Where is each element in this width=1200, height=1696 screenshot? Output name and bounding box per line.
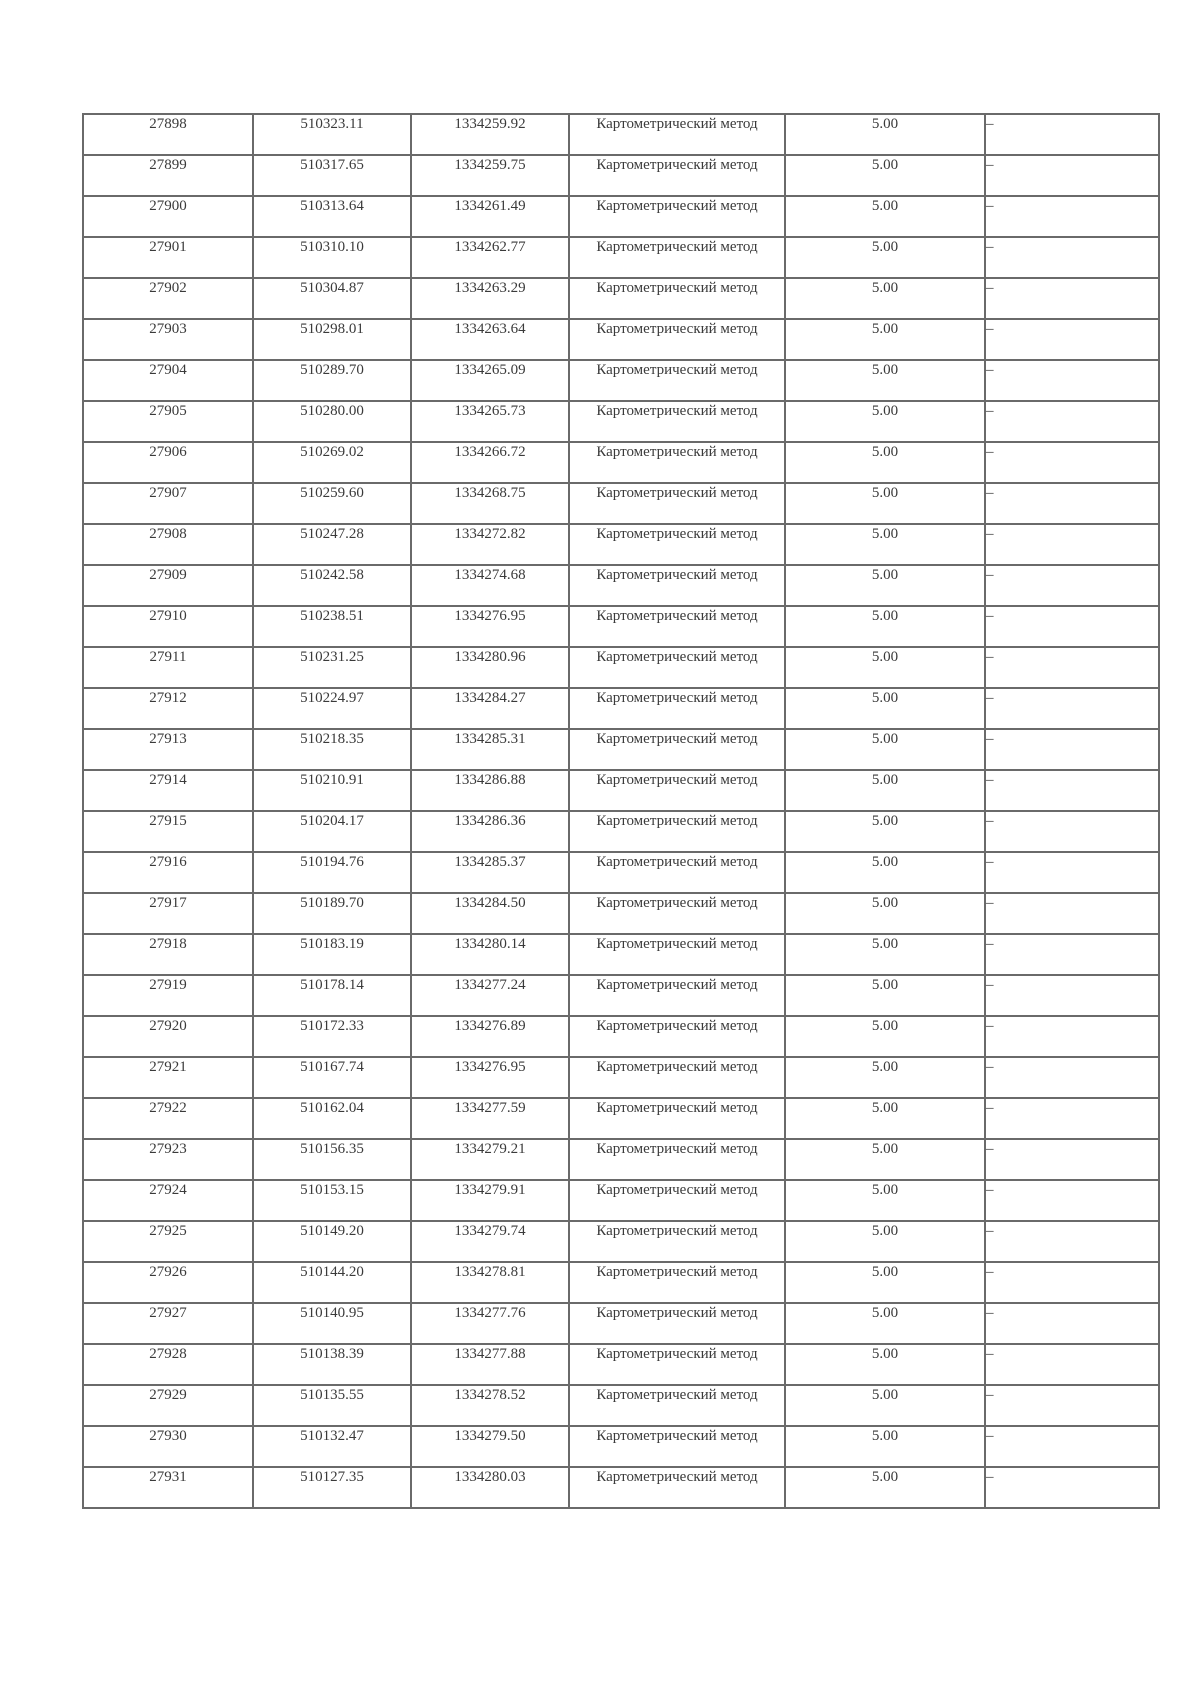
accuracy-cell: 5.00 [785,1057,985,1098]
y-coordinate-cell: 1334279.21 [411,1139,569,1180]
y-coordinate-cell: 1334280.14 [411,934,569,975]
table-row [83,975,1159,1016]
method-cell: Картометрический метод [569,360,785,401]
method-cell: Картометрический метод [569,1016,785,1057]
method-cell: Картометрический метод [569,319,785,360]
note-cell: – [985,1221,1159,1262]
method-cell: Картометрический метод [569,401,785,442]
note-cell: – [985,934,1159,975]
note-cell: – [985,893,1159,934]
point-number-cell: 27925 [83,1221,253,1262]
method-cell: Картометрический метод [569,278,785,319]
method-cell: Картометрический метод [569,1180,785,1221]
x-coordinate-cell: 510210.91 [253,770,411,811]
table-row [83,196,1159,237]
x-coordinate-cell: 510310.10 [253,237,411,278]
coordinates-table [82,113,1160,1509]
x-coordinate-cell: 510140.95 [253,1303,411,1344]
table-row [83,770,1159,811]
point-number-cell: 27928 [83,1344,253,1385]
note-cell: – [985,1016,1159,1057]
x-coordinate-cell: 510183.19 [253,934,411,975]
point-number-cell: 27931 [83,1467,253,1508]
x-coordinate-cell: 510317.65 [253,155,411,196]
note-cell: – [985,1385,1159,1426]
accuracy-cell: 5.00 [785,524,985,565]
accuracy-cell: 5.00 [785,934,985,975]
note-cell: – [985,319,1159,360]
accuracy-cell: 5.00 [785,1098,985,1139]
x-coordinate-cell: 510289.70 [253,360,411,401]
accuracy-cell: 5.00 [785,688,985,729]
table-row [83,1180,1159,1221]
x-coordinate-cell: 510298.01 [253,319,411,360]
x-coordinate-cell: 510313.64 [253,196,411,237]
note-cell: – [985,1180,1159,1221]
table-row [83,893,1159,934]
table-row [83,1098,1159,1139]
note-cell: – [985,1426,1159,1467]
accuracy-cell: 5.00 [785,196,985,237]
x-coordinate-cell: 510138.39 [253,1344,411,1385]
note-cell: – [985,237,1159,278]
point-number-cell: 27904 [83,360,253,401]
note-cell: – [985,688,1159,729]
y-coordinate-cell: 1334278.81 [411,1262,569,1303]
table-row [83,237,1159,278]
method-cell: Картометрический метод [569,196,785,237]
accuracy-cell: 5.00 [785,770,985,811]
x-coordinate-cell: 510178.14 [253,975,411,1016]
note-cell: – [985,360,1159,401]
note-cell: – [985,1139,1159,1180]
table-row [83,1467,1159,1508]
y-coordinate-cell: 1334286.36 [411,811,569,852]
table-row [83,688,1159,729]
table-row [83,565,1159,606]
y-coordinate-cell: 1334277.88 [411,1344,569,1385]
method-cell: Картометрический метод [569,811,785,852]
note-cell: – [985,1467,1159,1508]
method-cell: Картометрический метод [569,442,785,483]
note-cell: – [985,1262,1159,1303]
y-coordinate-cell: 1334285.31 [411,729,569,770]
point-number-cell: 27911 [83,647,253,688]
y-coordinate-cell: 1334262.77 [411,237,569,278]
method-cell: Картометрический метод [569,565,785,606]
point-number-cell: 27926 [83,1262,253,1303]
x-coordinate-cell: 510280.00 [253,401,411,442]
method-cell: Картометрический метод [569,852,785,893]
point-number-cell: 27910 [83,606,253,647]
method-cell: Картометрический метод [569,483,785,524]
accuracy-cell: 5.00 [785,729,985,770]
x-coordinate-cell: 510218.35 [253,729,411,770]
accuracy-cell: 5.00 [785,442,985,483]
table-row [83,1303,1159,1344]
note-cell: – [985,1057,1159,1098]
accuracy-cell: 5.00 [785,1467,985,1508]
accuracy-cell: 5.00 [785,1180,985,1221]
y-coordinate-cell: 1334276.89 [411,1016,569,1057]
accuracy-cell: 5.00 [785,155,985,196]
note-cell: – [985,565,1159,606]
x-coordinate-cell: 510304.87 [253,278,411,319]
method-cell: Картометрический метод [569,893,785,934]
x-coordinate-cell: 510269.02 [253,442,411,483]
table-row [83,155,1159,196]
y-coordinate-cell: 1334284.27 [411,688,569,729]
point-number-cell: 27929 [83,1385,253,1426]
y-coordinate-cell: 1334279.74 [411,1221,569,1262]
y-coordinate-cell: 1334279.91 [411,1180,569,1221]
accuracy-cell: 5.00 [785,1426,985,1467]
x-coordinate-cell: 510259.60 [253,483,411,524]
accuracy-cell: 5.00 [785,1303,985,1344]
x-coordinate-cell: 510149.20 [253,1221,411,1262]
y-coordinate-cell: 1334277.24 [411,975,569,1016]
accuracy-cell: 5.00 [785,1262,985,1303]
table-row [83,114,1159,155]
method-cell: Картометрический метод [569,729,785,770]
table-row [83,360,1159,401]
y-coordinate-cell: 1334259.75 [411,155,569,196]
note-cell: – [985,811,1159,852]
note-cell: – [985,401,1159,442]
point-number-cell: 27909 [83,565,253,606]
accuracy-cell: 5.00 [785,565,985,606]
point-number-cell: 27906 [83,442,253,483]
note-cell: – [985,1303,1159,1344]
y-coordinate-cell: 1334276.95 [411,606,569,647]
point-number-cell: 27918 [83,934,253,975]
x-coordinate-cell: 510323.11 [253,114,411,155]
point-number-cell: 27927 [83,1303,253,1344]
table-row [83,319,1159,360]
point-number-cell: 27903 [83,319,253,360]
point-number-cell: 27907 [83,483,253,524]
point-number-cell: 27930 [83,1426,253,1467]
method-cell: Картометрический метод [569,606,785,647]
point-number-cell: 27917 [83,893,253,934]
method-cell: Картометрический метод [569,770,785,811]
accuracy-cell: 5.00 [785,1016,985,1057]
table-row [83,442,1159,483]
x-coordinate-cell: 510247.28 [253,524,411,565]
note-cell: – [985,729,1159,770]
point-number-cell: 27919 [83,975,253,1016]
y-coordinate-cell: 1334280.03 [411,1467,569,1508]
table-row [83,524,1159,565]
note-cell: – [985,155,1159,196]
note-cell: – [985,114,1159,155]
method-cell: Картометрический метод [569,1057,785,1098]
point-number-cell: 27913 [83,729,253,770]
method-cell: Картометрический метод [569,155,785,196]
y-coordinate-cell: 1334274.68 [411,565,569,606]
method-cell: Картометрический метод [569,237,785,278]
x-coordinate-cell: 510238.51 [253,606,411,647]
y-coordinate-cell: 1334286.88 [411,770,569,811]
point-number-cell: 27920 [83,1016,253,1057]
point-number-cell: 27898 [83,114,253,155]
table-row [83,852,1159,893]
x-coordinate-cell: 510231.25 [253,647,411,688]
y-coordinate-cell: 1334277.59 [411,1098,569,1139]
method-cell: Картометрический метод [569,1385,785,1426]
method-cell: Картометрический метод [569,975,785,1016]
accuracy-cell: 5.00 [785,852,985,893]
table-row [83,934,1159,975]
note-cell: – [985,852,1159,893]
method-cell: Картометрический метод [569,1467,785,1508]
method-cell: Картометрический метод [569,1344,785,1385]
note-cell: – [985,524,1159,565]
accuracy-cell: 5.00 [785,401,985,442]
note-cell: – [985,770,1159,811]
y-coordinate-cell: 1334268.75 [411,483,569,524]
x-coordinate-cell: 510132.47 [253,1426,411,1467]
accuracy-cell: 5.00 [785,483,985,524]
method-cell: Картометрический метод [569,647,785,688]
table-row [83,606,1159,647]
x-coordinate-cell: 510135.55 [253,1385,411,1426]
table-row [83,1057,1159,1098]
x-coordinate-cell: 510153.15 [253,1180,411,1221]
note-cell: – [985,1344,1159,1385]
point-number-cell: 27922 [83,1098,253,1139]
point-number-cell: 27908 [83,524,253,565]
x-coordinate-cell: 510204.17 [253,811,411,852]
table-row [83,278,1159,319]
accuracy-cell: 5.00 [785,319,985,360]
y-coordinate-cell: 1334278.52 [411,1385,569,1426]
accuracy-cell: 5.00 [785,1139,985,1180]
accuracy-cell: 5.00 [785,893,985,934]
point-number-cell: 27905 [83,401,253,442]
accuracy-cell: 5.00 [785,647,985,688]
y-coordinate-cell: 1334272.82 [411,524,569,565]
point-number-cell: 27901 [83,237,253,278]
table-row [83,483,1159,524]
y-coordinate-cell: 1334279.50 [411,1426,569,1467]
note-cell: – [985,1098,1159,1139]
method-cell: Картометрический метод [569,688,785,729]
y-coordinate-cell: 1334277.76 [411,1303,569,1344]
y-coordinate-cell: 1334280.96 [411,647,569,688]
note-cell: – [985,278,1159,319]
note-cell: – [985,647,1159,688]
method-cell: Картометрический метод [569,1221,785,1262]
point-number-cell: 27923 [83,1139,253,1180]
method-cell: Картометрический метод [569,524,785,565]
point-number-cell: 27914 [83,770,253,811]
note-cell: – [985,975,1159,1016]
x-coordinate-cell: 510224.97 [253,688,411,729]
table-row [83,1221,1159,1262]
point-number-cell: 27912 [83,688,253,729]
x-coordinate-cell: 510156.35 [253,1139,411,1180]
accuracy-cell: 5.00 [785,606,985,647]
accuracy-cell: 5.00 [785,1344,985,1385]
x-coordinate-cell: 510144.20 [253,1262,411,1303]
x-coordinate-cell: 510194.76 [253,852,411,893]
accuracy-cell: 5.00 [785,1385,985,1426]
table-row [83,1344,1159,1385]
y-coordinate-cell: 1334261.49 [411,196,569,237]
note-cell: – [985,442,1159,483]
table-row [83,1139,1159,1180]
table-row [83,647,1159,688]
point-number-cell: 27924 [83,1180,253,1221]
y-coordinate-cell: 1334259.92 [411,114,569,155]
x-coordinate-cell: 510167.74 [253,1057,411,1098]
y-coordinate-cell: 1334276.95 [411,1057,569,1098]
point-number-cell: 27916 [83,852,253,893]
x-coordinate-cell: 510189.70 [253,893,411,934]
table-row [83,1262,1159,1303]
point-number-cell: 27902 [83,278,253,319]
x-coordinate-cell: 510127.35 [253,1467,411,1508]
point-number-cell: 27921 [83,1057,253,1098]
accuracy-cell: 5.00 [785,360,985,401]
point-number-cell: 27899 [83,155,253,196]
y-coordinate-cell: 1334263.64 [411,319,569,360]
table-row [83,1385,1159,1426]
method-cell: Картометрический метод [569,1426,785,1467]
accuracy-cell: 5.00 [785,1221,985,1262]
note-cell: – [985,606,1159,647]
y-coordinate-cell: 1334284.50 [411,893,569,934]
y-coordinate-cell: 1334266.72 [411,442,569,483]
coordinates-table-body [83,114,1159,1508]
table-row [83,1426,1159,1467]
method-cell: Картометрический метод [569,1262,785,1303]
y-coordinate-cell: 1334263.29 [411,278,569,319]
method-cell: Картометрический метод [569,1098,785,1139]
accuracy-cell: 5.00 [785,237,985,278]
x-coordinate-cell: 510242.58 [253,565,411,606]
accuracy-cell: 5.00 [785,811,985,852]
accuracy-cell: 5.00 [785,114,985,155]
note-cell: – [985,483,1159,524]
accuracy-cell: 5.00 [785,975,985,1016]
note-cell: – [985,196,1159,237]
accuracy-cell: 5.00 [785,278,985,319]
method-cell: Картометрический метод [569,1139,785,1180]
method-cell: Картометрический метод [569,114,785,155]
x-coordinate-cell: 510172.33 [253,1016,411,1057]
table-row [83,1016,1159,1057]
table-row [83,729,1159,770]
table-row [83,811,1159,852]
method-cell: Картометрический метод [569,1303,785,1344]
x-coordinate-cell: 510162.04 [253,1098,411,1139]
point-number-cell: 27915 [83,811,253,852]
table-row [83,401,1159,442]
point-number-cell: 27900 [83,196,253,237]
y-coordinate-cell: 1334285.37 [411,852,569,893]
y-coordinate-cell: 1334265.73 [411,401,569,442]
y-coordinate-cell: 1334265.09 [411,360,569,401]
method-cell: Картометрический метод [569,934,785,975]
